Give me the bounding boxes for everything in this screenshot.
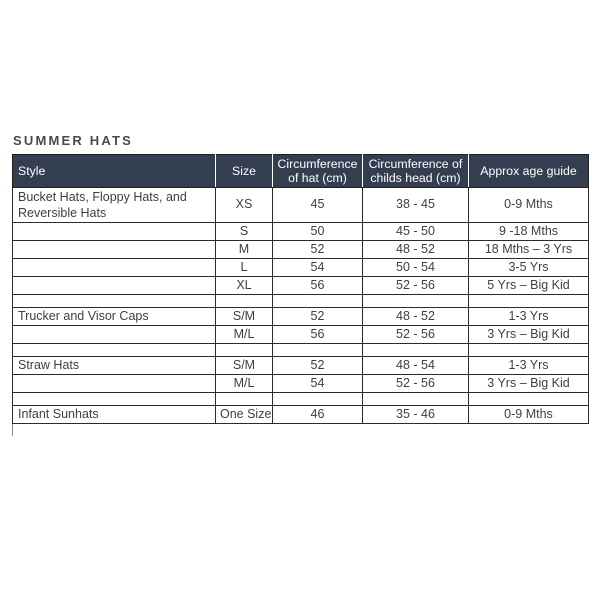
spacer-row — [13, 393, 589, 406]
table-row — [13, 375, 589, 393]
table-cell-age: 18 Mths – 3 Yrs — [469, 241, 589, 259]
table-row — [13, 188, 589, 223]
table-row — [13, 308, 589, 326]
table-cell-hat: 46 — [273, 406, 363, 424]
empty-cell — [216, 295, 273, 308]
table-cell-size: S — [216, 223, 273, 241]
column-header-age-guide: Approx age guide — [469, 155, 589, 188]
column-header-head-circumference: Circumference of childs head (cm) — [363, 155, 469, 188]
table-cell-age: 1-3 Yrs — [469, 357, 589, 375]
table-cell-style — [13, 223, 216, 241]
table-row — [13, 326, 589, 344]
table-cell-size: XS — [216, 188, 273, 223]
empty-cell — [469, 393, 589, 406]
empty-cell — [363, 344, 469, 357]
table-cell-age: 1-3 Yrs — [469, 308, 589, 326]
table-cell-style — [13, 277, 216, 295]
table-row — [13, 357, 589, 375]
table-cell-head: 45 - 50 — [363, 223, 469, 241]
spacer-row — [13, 344, 589, 357]
table-cell-age: 5 Yrs – Big Kid — [469, 277, 589, 295]
table-cell-style — [13, 259, 216, 277]
empty-cell — [13, 295, 216, 308]
table-cell-head: 52 - 56 — [363, 375, 469, 393]
table-cell-style — [13, 241, 216, 259]
table-cell-hat: 54 — [273, 375, 363, 393]
table-cell-age: 3 Yrs – Big Kid — [469, 375, 589, 393]
table-cell-size: One Size — [216, 406, 273, 424]
table-cell-style: Infant Sunhats — [13, 406, 216, 424]
table-cell-size: S/M — [216, 308, 273, 326]
table-border-artifact — [12, 424, 13, 436]
size-chart-table — [12, 154, 589, 424]
table-row — [13, 241, 589, 259]
table-cell-age: 9 -18 Mths — [469, 223, 589, 241]
table-cell-head: 52 - 56 — [363, 326, 469, 344]
table-cell-age: 3 Yrs – Big Kid — [469, 326, 589, 344]
table-cell-hat: 54 — [273, 259, 363, 277]
page-title: SUMMER HATS — [13, 133, 134, 148]
table-row — [13, 223, 589, 241]
table-cell-head: 35 - 46 — [363, 406, 469, 424]
size-chart-section — [12, 133, 588, 436]
table-cell-style: Straw Hats — [13, 357, 216, 375]
empty-cell — [469, 295, 589, 308]
table-cell-head: 52 - 56 — [363, 277, 469, 295]
table-cell-hat: 52 — [273, 241, 363, 259]
column-header-hat-circumference: Circumference of hat (cm) — [273, 155, 363, 188]
empty-cell — [273, 295, 363, 308]
table-row — [13, 406, 589, 424]
table-cell-hat: 52 — [273, 308, 363, 326]
table-row — [13, 277, 589, 295]
table-cell-size: M/L — [216, 326, 273, 344]
column-header-style: Style — [13, 155, 216, 188]
table-cell-size: S/M — [216, 357, 273, 375]
table-cell-hat: 45 — [273, 188, 363, 223]
table-cell-head: 38 - 45 — [363, 188, 469, 223]
table-cell-size: M — [216, 241, 273, 259]
empty-cell — [273, 344, 363, 357]
empty-cell — [13, 393, 216, 406]
table-cell-age: 3-5 Yrs — [469, 259, 589, 277]
spacer-row — [13, 295, 589, 308]
table-cell-hat: 56 — [273, 326, 363, 344]
empty-cell — [363, 295, 469, 308]
empty-cell — [216, 344, 273, 357]
table-cell-head: 48 - 54 — [363, 357, 469, 375]
table-cell-style: Trucker and Visor Caps — [13, 308, 216, 326]
table-cell-size: L — [216, 259, 273, 277]
table-cell-style — [13, 375, 216, 393]
table-cell-hat: 52 — [273, 357, 363, 375]
table-cell-age: 0-9 Mths — [469, 406, 589, 424]
table-cell-hat: 56 — [273, 277, 363, 295]
table-row — [13, 259, 589, 277]
table-cell-size: M/L — [216, 375, 273, 393]
table-cell-style: Bucket Hats, Floppy Hats, and Reversible Hats — [13, 188, 216, 223]
table-cell-head: 48 - 52 — [363, 241, 469, 259]
column-header-size: Size — [216, 155, 273, 188]
empty-cell — [273, 393, 363, 406]
table-cell-size: XL — [216, 277, 273, 295]
table-cell-hat: 50 — [273, 223, 363, 241]
empty-cell — [469, 344, 589, 357]
empty-cell — [363, 393, 469, 406]
table-cell-head: 50 - 54 — [363, 259, 469, 277]
table-cell-age: 0-9 Mths — [469, 188, 589, 223]
empty-cell — [13, 344, 216, 357]
table-cell-style — [13, 326, 216, 344]
table-cell-head: 48 - 52 — [363, 308, 469, 326]
table-header-row — [13, 155, 589, 188]
empty-cell — [216, 393, 273, 406]
